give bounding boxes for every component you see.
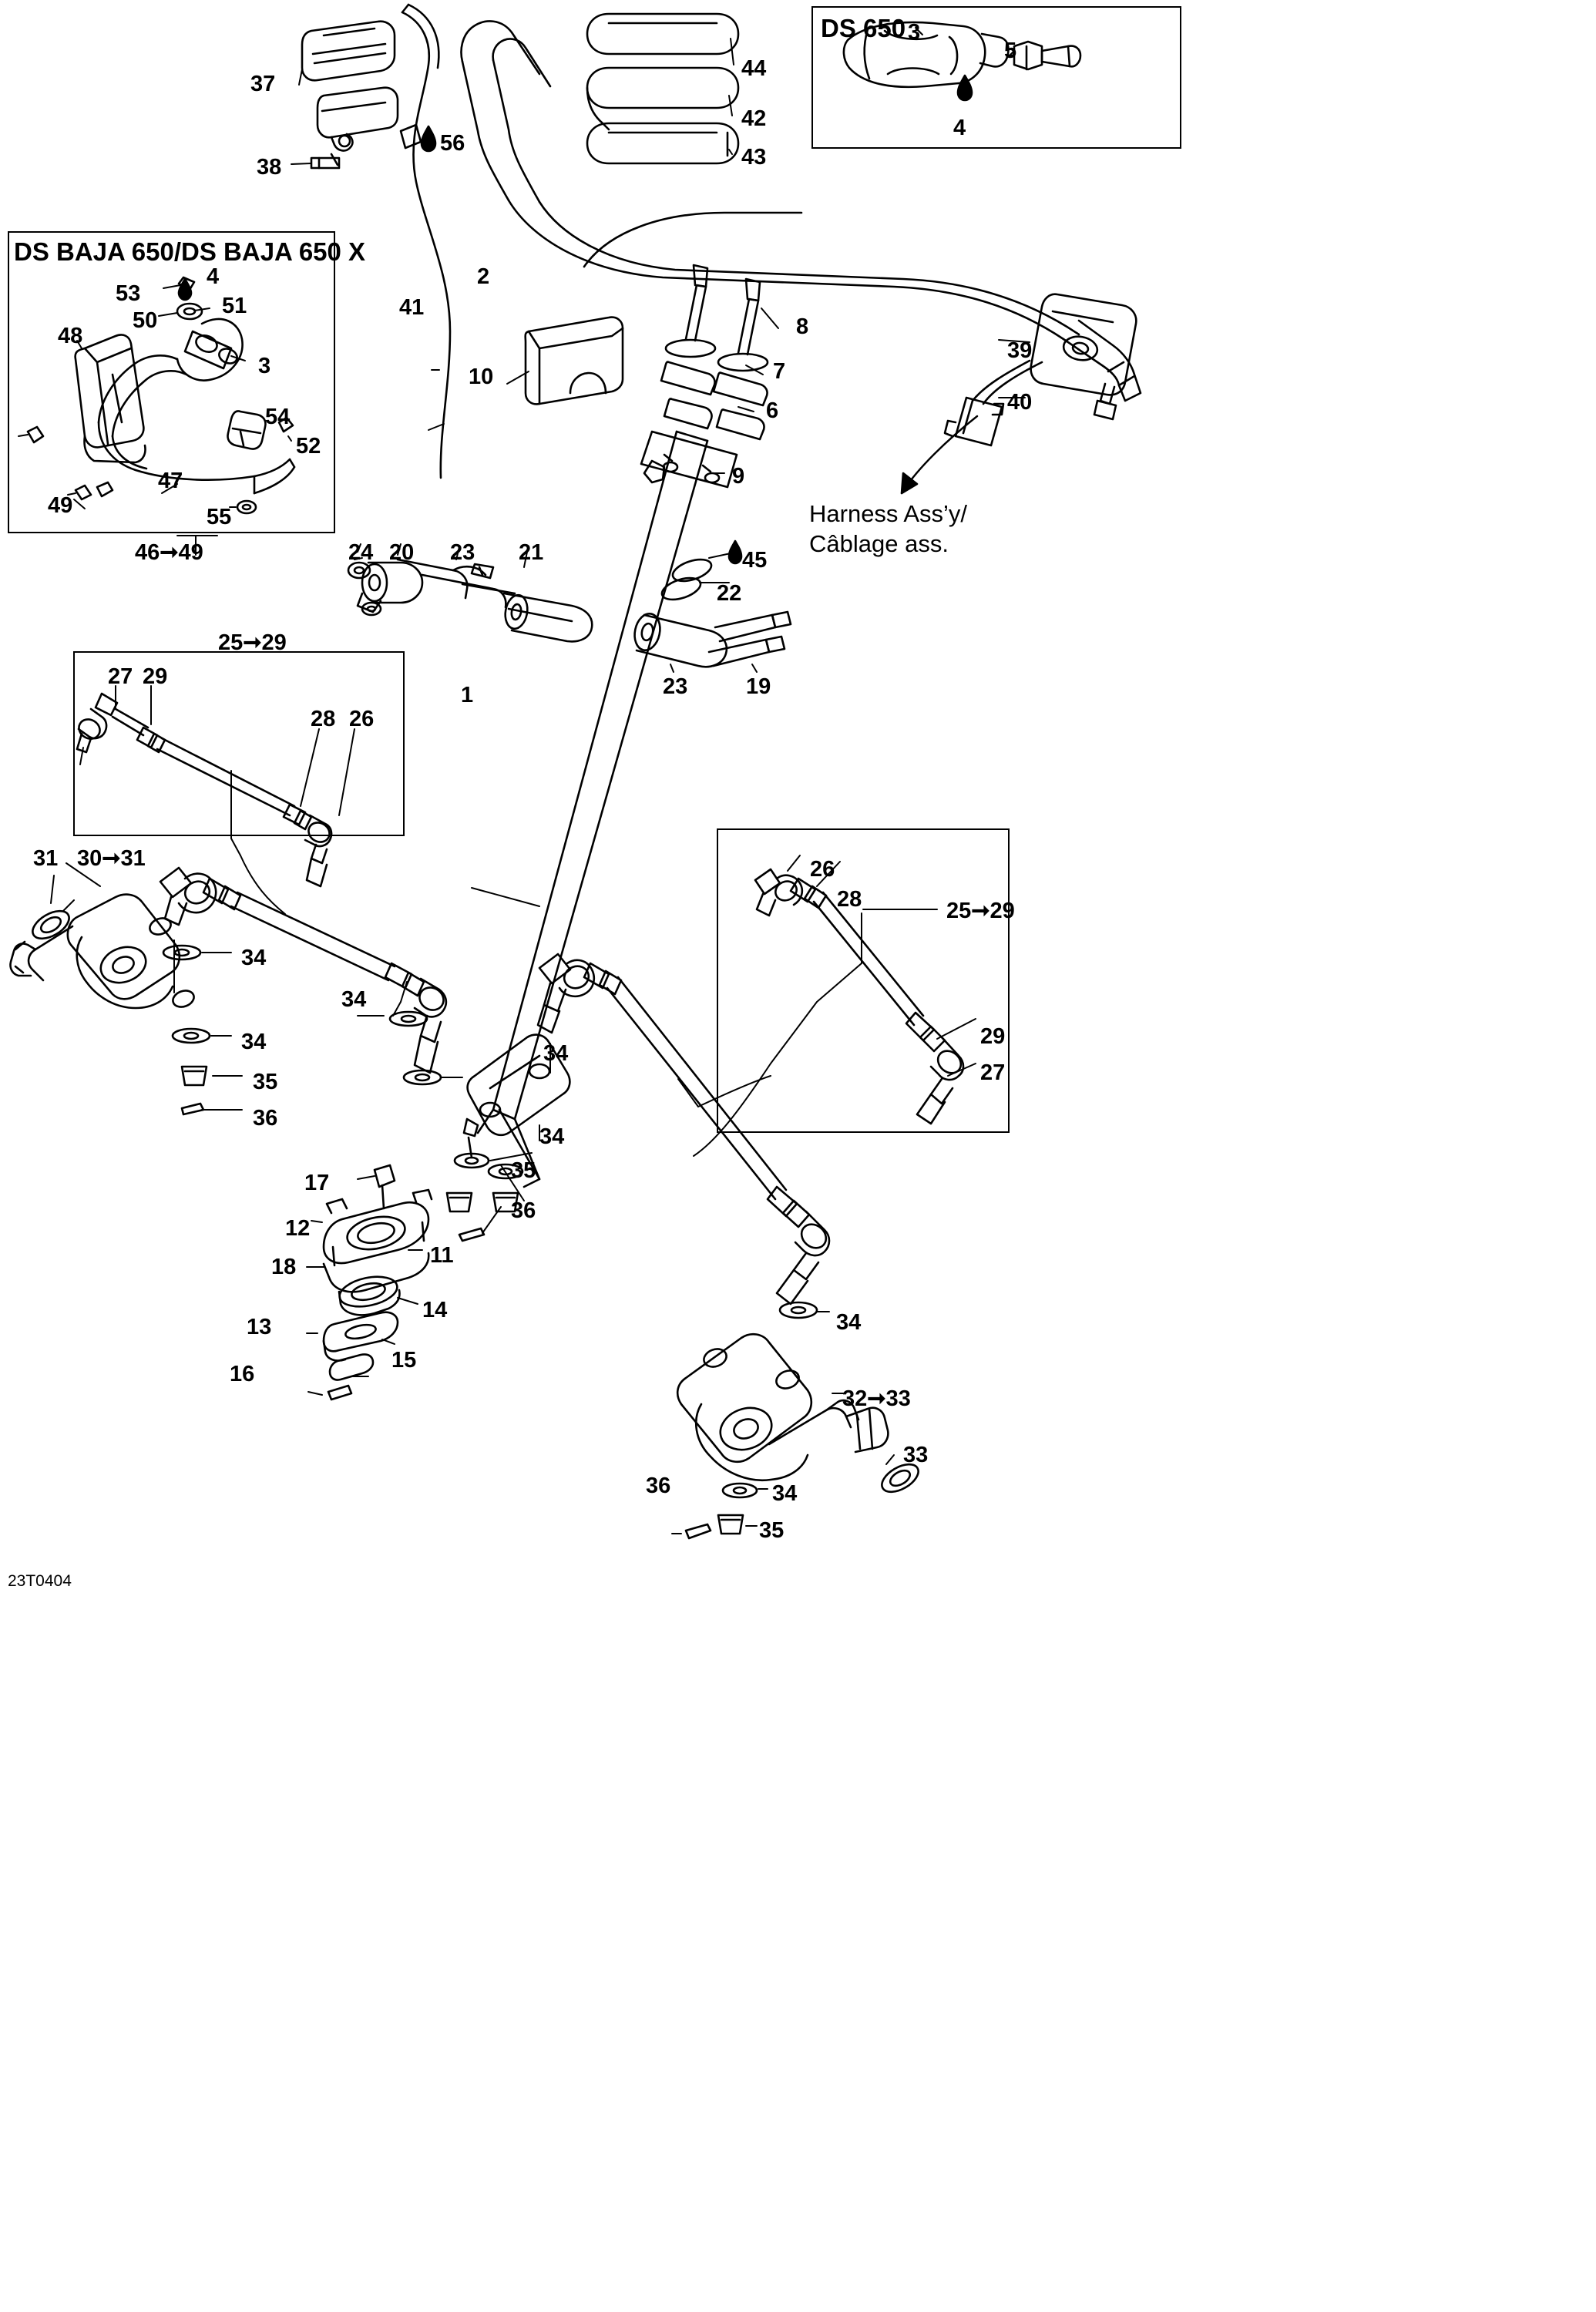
callout-16: 16 [230,1362,255,1386]
callout-11: 11 [430,1243,454,1268]
callout-45: 45 [742,548,768,573]
callout-46-49: 46➞49 [135,540,203,565]
callout-34-b: 34 [241,1030,267,1054]
callout-36-b: 36 [511,1198,536,1223]
callout-4-baja: 4 [207,264,220,289]
callout-48: 48 [58,324,83,348]
callout-47: 47 [158,469,183,493]
panel-title-ds-650: DS 650 [821,14,906,42]
callout-50: 50 [133,308,158,333]
callout-24: 24 [348,540,374,565]
harness-assembly-note [809,499,967,560]
callout-35-c: 35 [759,1518,785,1543]
callout-6: 6 [766,398,779,423]
callout-55: 55 [207,505,232,529]
harness-note-line1: Harness Ass’y/ [809,500,968,527]
callout-27-left: 27 [108,664,133,689]
callout-35-b: 35 [511,1158,536,1183]
callout-26-right: 26 [810,857,835,882]
callout-15: 15 [391,1348,417,1373]
callout-44: 44 [741,56,767,81]
callout-34-d: 34 [543,1041,569,1066]
callout-12: 12 [285,1216,311,1241]
callout-14: 14 [422,1298,448,1322]
callout-2: 2 [477,264,490,289]
callout-29-right: 29 [980,1024,1006,1049]
callout-17: 17 [304,1171,330,1195]
callout-13: 13 [247,1315,272,1339]
callout-27-right: 27 [980,1060,1006,1085]
callout-26-left: 26 [349,707,375,731]
callout-42: 42 [741,106,767,131]
callout-43: 43 [741,145,767,170]
callout-35-a: 35 [253,1070,278,1094]
callout-3-ds650: 3 [908,20,921,45]
drawing-code: 23T0404 [8,1572,72,1590]
callout-34-e: 34 [539,1124,565,1149]
callout-10: 10 [469,365,494,389]
callout-25-29-left: 25➞29 [218,630,287,655]
callout-8: 8 [796,314,809,339]
callout-1: 1 [461,683,474,707]
callout-56: 56 [440,131,465,156]
callout-34-f: 34 [836,1310,862,1335]
callout-23-bottom: 23 [663,674,688,699]
callout-32-33: 32➞33 [842,1386,911,1411]
callout-54: 54 [265,405,291,429]
callout-39: 39 [1007,338,1033,363]
callout-28-right: 28 [837,887,862,912]
callout-25-29-right: 25➞29 [946,899,1015,923]
callout-30-31: 30➞31 [77,846,146,871]
callout-34-a: 34 [241,946,267,970]
callout-51: 51 [222,294,247,318]
callout-4-ds650: 4 [953,116,966,140]
panel-tie-rod-right [717,828,1010,1133]
callout-40: 40 [1007,390,1033,415]
callout-52: 52 [296,434,321,459]
panel-title-ds-baja-650: DS BAJA 650/DS BAJA 650 X [14,237,366,266]
callout-31: 31 [33,846,59,871]
callout-3-baja: 3 [258,354,271,378]
callout-7: 7 [773,359,786,384]
callout-19: 19 [746,674,771,699]
callout-22: 22 [717,581,742,606]
callout-34-c: 34 [341,987,367,1012]
callout-23-top: 23 [450,540,475,565]
callout-33: 33 [903,1443,929,1467]
callout-34-g: 34 [772,1481,798,1506]
callout-36-c: 36 [646,1474,671,1498]
callout-41: 41 [399,295,425,320]
callout-36-a: 36 [253,1106,278,1131]
callout-29-left: 29 [143,664,168,689]
callout-20: 20 [389,540,415,565]
harness-note-line2: Câblage ass. [809,529,949,557]
callout-9: 9 [732,464,745,489]
callout-38: 38 [257,155,282,180]
callout-28-left: 28 [311,707,336,731]
callout-37: 37 [250,72,276,96]
callout-49: 49 [48,493,73,518]
callout-18: 18 [271,1255,297,1279]
callout-21: 21 [519,540,544,565]
callout-5-ds650: 5 [1004,39,1017,63]
callout-53: 53 [116,281,141,306]
